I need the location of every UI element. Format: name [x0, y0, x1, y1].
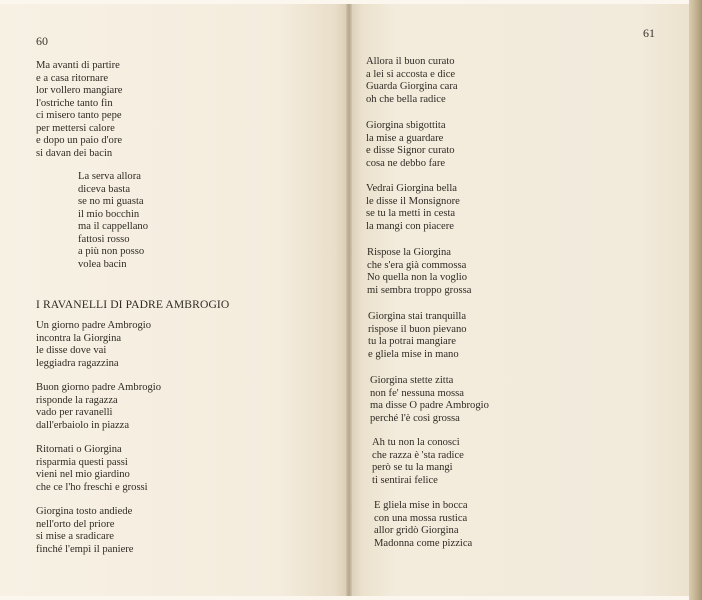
verse-line: Giorgina stette zitta: [370, 375, 454, 386]
right-stanza-5: [368, 311, 467, 361]
verse-line: finché l'empì il paniere: [36, 543, 134, 555]
right-stanza-6: [370, 375, 489, 425]
left-stanza-2: [78, 171, 148, 271]
verse-line: nell'orto del priore: [36, 518, 115, 530]
verse-line: risparmia questi passi: [36, 456, 128, 468]
verse-line: cosa ne debbo fare: [366, 157, 446, 169]
verse-line: allor gridò Giorgina: [374, 525, 459, 536]
verse-line: lor vollero mangiare: [36, 85, 123, 96]
verse-line: la mise a guardare: [366, 132, 444, 144]
verse-line: incontra la Giorgina: [36, 332, 122, 344]
verse-line: e disse Signor curato: [366, 145, 455, 156]
verse-line: e gliela mise in mano: [368, 348, 459, 360]
left-stanza-3: [36, 320, 151, 370]
verse-line: Madonna come pizzica: [374, 537, 473, 549]
verse-line: non fe' nessuna mossa: [370, 387, 464, 399]
verse-line: diceva basta: [78, 183, 131, 195]
verse-line: perché l'è così grossa: [370, 412, 460, 424]
page-edges: [689, 0, 702, 600]
verse-line: ti sentirai felice: [372, 474, 438, 486]
verse-line: per mettersi calore: [36, 122, 115, 134]
left-stanza-4: [36, 382, 161, 432]
verse-line: a più non posso: [78, 246, 145, 257]
verse-line: mi sembra troppo grossa: [367, 284, 472, 296]
verse-line: dall'erbaiolo in piazza: [36, 419, 130, 431]
verse-line: la mangi con piacere: [366, 220, 454, 232]
verse-line: se no mi guasta: [78, 196, 144, 207]
verse-line: Giorgina sbigottita: [366, 120, 446, 131]
right-stanza-4: [367, 247, 471, 297]
verse-line: Ritornati o Giorgina: [36, 444, 122, 455]
verse-line: E gliela mise in bocca: [374, 500, 468, 511]
verse-line: e dopo un paio d'ore: [36, 135, 123, 146]
verse-line: volea bacin: [78, 258, 127, 270]
right-stanza-8: [374, 500, 472, 550]
verse-line: ma il cappellano: [78, 221, 149, 232]
verse-line: Vedrai Giorgina bella: [366, 183, 457, 194]
verse-line: però se tu la mangi: [372, 462, 453, 473]
verse-line: No quella non la voglio: [367, 272, 468, 283]
verse-line: Buon giorno padre Ambrogio: [36, 382, 162, 393]
verse-line: risponde la ragazza: [36, 394, 118, 406]
verse-line: si davan dei bacin: [36, 147, 113, 159]
verse-line: Un giorno padre Ambrogio: [36, 320, 152, 331]
verse-line: l'ostriche tanto fin: [36, 97, 113, 109]
verse-line: le disse il Monsignore: [366, 195, 460, 207]
left-stanza-6: [36, 506, 134, 556]
right-stanza-1: [366, 56, 458, 106]
verse-line: che razza è 'sta radice: [372, 449, 464, 461]
verse-line: Allora il buon curato: [366, 56, 455, 67]
verse-line: che s'era già commossa: [367, 259, 467, 271]
page-number-left: 60: [36, 34, 48, 48]
verse-line: se tu la metti in cesta: [366, 208, 456, 219]
verse-line: Ma avanti di partire: [36, 60, 120, 71]
verse-line: con una mossa rustica: [374, 512, 468, 524]
verse-line: le disse dove vai: [36, 345, 107, 356]
verse-line: leggiadra ragazzina: [36, 357, 119, 369]
verse-line: Rispose la Giorgina: [367, 247, 451, 258]
right-stanza-3: [366, 183, 460, 233]
verse-line: ma disse O padre Ambrogio: [370, 400, 489, 411]
verse-line: si mise a sradicare: [36, 531, 114, 542]
right-stanza-7: [372, 437, 464, 487]
verse-line: rispose il buon pievano: [368, 323, 467, 335]
verse-line: vado per ravanelli: [36, 407, 113, 418]
verse-line: e a casa ritornare: [36, 72, 109, 84]
verse-line: tu la potrai mangiare: [368, 336, 456, 347]
verse-line: Ah tu non la conosci: [372, 437, 460, 448]
section-title: I RAVANELLI DI PADRE AMBROGIO: [36, 298, 230, 311]
verse-line: Giorgina stai tranquilla: [368, 311, 467, 322]
verse-line: che ce l'ho freschi e grossi: [36, 481, 148, 493]
verse-line: ci misero tanto pepe: [36, 110, 122, 121]
verse-line: il mio bocchin: [78, 208, 140, 220]
verse-line: Giorgina tosto andiede: [36, 506, 133, 517]
verse-line: oh che bella radice: [366, 93, 446, 105]
verse-line: Guarda Giorgina cara: [366, 81, 458, 92]
verse-line: fattosi rosso: [78, 233, 130, 245]
left-stanza-5: [36, 444, 148, 494]
verse-line: vieni nel mio giardino: [36, 469, 130, 480]
verse-line: a lei si accosta e dice: [366, 68, 456, 80]
book-gutter: [346, 4, 352, 596]
page-number-right: 61: [643, 26, 655, 40]
verse-line: La serva allora: [78, 171, 141, 182]
left-stanza-1: [36, 60, 122, 160]
right-stanza-2: [366, 120, 455, 170]
